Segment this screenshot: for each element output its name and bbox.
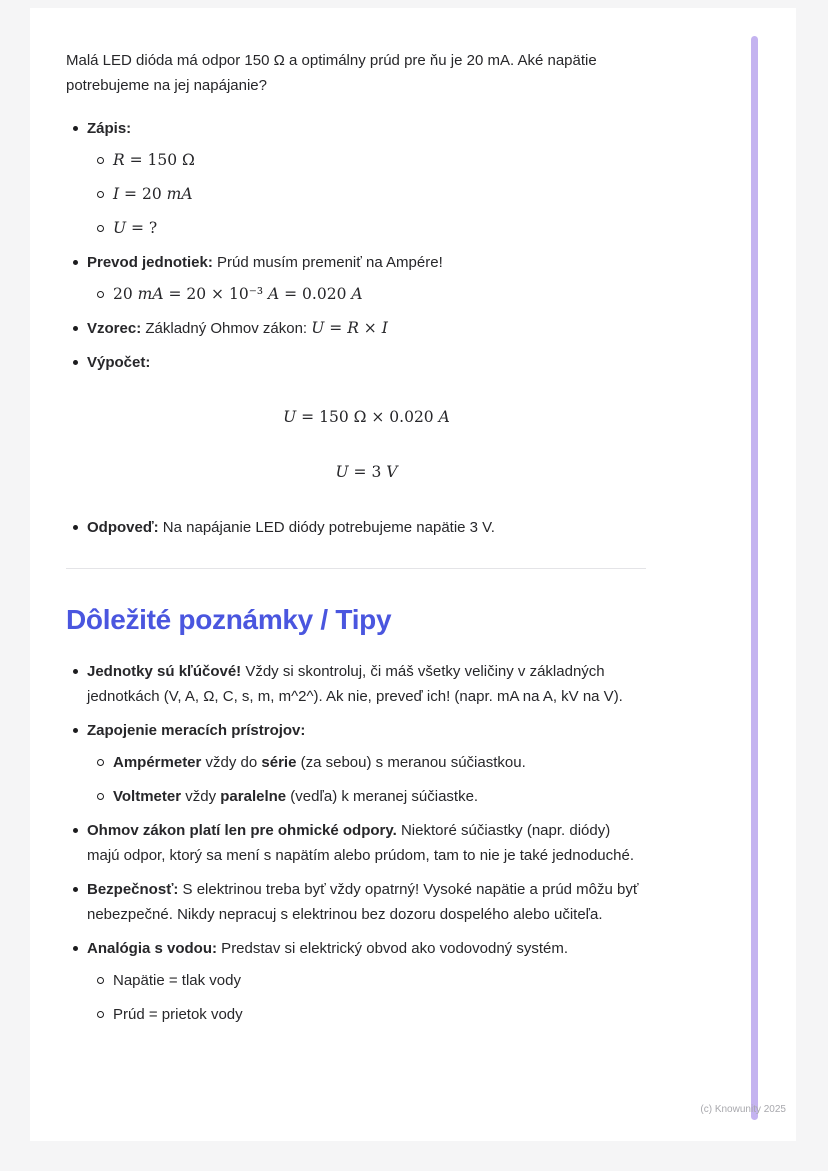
math-expression: U = R × I (311, 319, 388, 337)
list-item-vzorec (87, 316, 646, 341)
list-item-napatie (113, 968, 646, 993)
list-item-analogia (87, 936, 646, 1027)
list-item (113, 182, 646, 207)
list-item-bezpecnost (87, 877, 646, 927)
section-heading: Dôležité poznámky / Tipy (66, 604, 392, 635)
item-label: Zapojenie meracích prístrojov: (87, 722, 306, 739)
item-text: vždy (181, 788, 221, 805)
item-label: Prevod jednotiek: (87, 254, 213, 271)
item-label: Ampérmeter (113, 754, 202, 771)
item-label: Vzorec: (87, 320, 142, 337)
solution-list (66, 116, 646, 540)
item-text: Napätie = tlak vody (113, 972, 241, 989)
document-page (30, 8, 796, 1141)
item-label: Analógia s vodou: (87, 940, 218, 957)
item-label: série (261, 754, 297, 771)
item-label: Výpočet: (87, 354, 151, 371)
zapis-sublist (87, 148, 646, 241)
item-text: (za sebou) s meranou súčiastkou. (296, 754, 526, 771)
item-text: Prúd musím premeniť na Ampére! (212, 254, 443, 271)
list-item (113, 216, 646, 241)
section-divider (66, 568, 646, 569)
item-text: Niektoré súčiastky (napr. diódy) majú odpor, ktorý sa mení s napätím alebo prúdom, tam to nie je také jednoduché. (87, 822, 634, 864)
item-text: S elektrinou treba byť vždy opatrný! Vysoké napätie a prúd môžu byť nebezpečné. Nikdy nepracuj s elektrinou bez dozoru dospelého alebo učiteľa. (87, 881, 639, 923)
list-item-zapojenie (87, 718, 646, 809)
equation-display: U = 3 V (335, 463, 398, 481)
item-label: Ohmov zákon platí len pre ohmické odpory. (87, 822, 397, 839)
list-item-ampermeter (113, 750, 646, 775)
tips-list (66, 659, 646, 1027)
list-item-prud (113, 1002, 646, 1027)
list-item-jednotky (87, 659, 646, 709)
equation-display: U = 150 Ω × 0.020 A (283, 408, 450, 426)
item-label: Odpoveď: (87, 519, 159, 536)
list-item-vypocet (87, 350, 646, 485)
math-expression: R = 150 Ω (113, 151, 195, 169)
list-item (113, 148, 646, 173)
item-label: Voltmeter (113, 788, 182, 805)
analogia-sublist (87, 968, 646, 1027)
item-text: Prúd = prietok vody (113, 1006, 243, 1023)
document-content (66, 48, 646, 1036)
problem-statement: Malá LED dióda má odpor 150 Ω a optimálny prúd pre ňu je 20 mA. Aké napätie potrebujeme na jej napájanie? (66, 52, 597, 94)
item-text: Na napájanie LED diódy potrebujeme napätie 3 V. (158, 519, 495, 536)
item-text: vždy do (201, 754, 262, 771)
item-text: (vedľa) k meranej súčiastke. (286, 788, 479, 805)
scrollbar-thumb[interactable] (751, 36, 758, 1120)
math-expression: I = 20 mA (113, 185, 193, 203)
item-text: Základný Ohmov zákon: (141, 320, 312, 337)
list-item-ohmov (87, 818, 646, 868)
item-label: Jednotky sú kľúčové! (87, 663, 242, 680)
list-item-voltmeter (113, 784, 646, 809)
item-label: Zápis: (87, 120, 132, 137)
item-text: Predstav si elektrický obvod ako vodovodný systém. (217, 940, 569, 957)
item-label: Bezpečnosť: (87, 881, 179, 898)
math-expression: U = ? (113, 219, 158, 237)
prevod-sublist (87, 282, 646, 307)
math-expression: 20 mA = 20 × 10⁻³ A = 0.020 A (113, 285, 363, 303)
item-text: Vždy si skontroluj, či máš všetky veličiny v základných jednotkách (V, A, Ω, C, s, m, m^2^). Ak nie, preveď ich! (napr. mA na A, kV na V). (87, 663, 623, 705)
list-item-odpoved (87, 515, 646, 540)
zapojenie-sublist (87, 750, 646, 809)
list-item-zapis (87, 116, 646, 241)
list-item (113, 282, 646, 307)
list-item-prevod (87, 250, 646, 307)
copyright-note: (c) Knowunity 2025 (700, 1104, 786, 1115)
item-label: paralelne (220, 788, 287, 805)
